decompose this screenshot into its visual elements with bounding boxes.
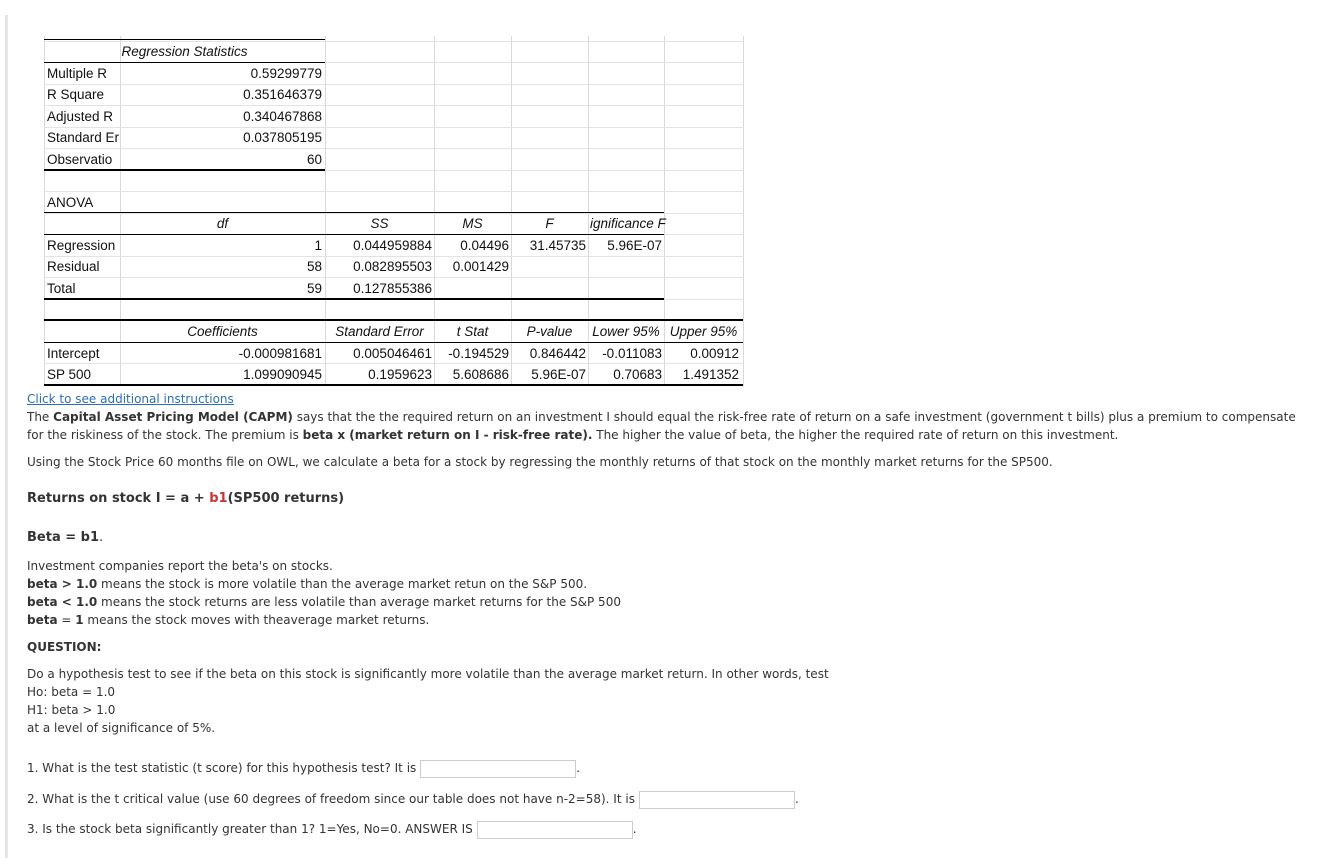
stat-label: Adjusted R: [47, 109, 114, 124]
question-2-text: 2. What is the t critical value (use 60 degrees of freedom since our table does not have n-2=58). It is: [27, 792, 635, 806]
beta-equation: Beta = b1: [27, 530, 100, 545]
stat-label: Multiple R: [47, 66, 108, 81]
question-1-text: 1. What is the test statistic (t score) for this hypothesis test? It is: [27, 761, 417, 775]
anova-f: 31.45735: [529, 238, 586, 253]
question-label: QUESTION:: [27, 640, 102, 654]
question-3-text: 3. Is the stock beta significantly greater than 1? 1=Yes, No=0. ANSWER IS: [27, 822, 473, 836]
coef-bottom-border: [44, 384, 743, 386]
anova-ms: 0.001429: [452, 259, 509, 274]
capm-text: for the riskiness of the stock. The premium is: [27, 428, 303, 442]
coef-p-value: 5.96E-07: [531, 367, 586, 382]
coef-value: -0.000981681: [238, 346, 322, 361]
anova-bottom-border: [44, 298, 664, 300]
grid-line: [743, 36, 744, 386]
anova-row-label: Residual: [47, 259, 100, 274]
beta-equal-one: 1: [75, 613, 84, 627]
left-border: [5, 15, 8, 858]
capm-text: says that the the required return on an investment I should equal the risk-free rate of return on a safe investment (government t bills) plus a premium to compensate: [292, 410, 1296, 424]
coef-top-border: [44, 319, 743, 321]
stat-value: 0.59299779: [250, 66, 322, 81]
instructions-link-line: [27, 390, 234, 408]
beta-less-bold: beta < 1.0: [27, 595, 98, 609]
beta-equal-text: means the stock moves with theaverage market returns.: [83, 613, 430, 627]
coef-header-upper95: Upper 95%: [669, 324, 738, 339]
anova-ms: 0.04496: [460, 238, 509, 253]
coef-value: 1.099090945: [243, 367, 322, 382]
coef-header-lower95: Lower 95%: [592, 324, 660, 339]
anova-title: ANOVA: [47, 195, 94, 210]
investment-line: Investment companies report the beta's on stocks.: [27, 559, 333, 573]
stat-label: Standard Er: [47, 130, 119, 145]
stat-value: 0.351646379: [243, 87, 322, 102]
coef-header-underline: [44, 342, 743, 343]
beta-greater-text: means the stock is more volatile than the average market retun on the S&P 500.: [97, 577, 588, 591]
question-1: [27, 757, 580, 779]
header-underline: [44, 62, 325, 63]
question-3-period: .: [632, 822, 637, 836]
anova-row-label: Total: [47, 281, 76, 296]
coef-t-stat: -0.194529: [448, 346, 509, 361]
capm-paragraph-line1: [27, 408, 1296, 426]
coef-lower95: 0.70683: [613, 367, 662, 382]
using-paragraph: Using the Stock Price 60 months file on OWL, we calculate a beta for a stock by regressing the monthly returns of that stock on the monthly market returns for the SP500.: [27, 455, 1053, 469]
anova-ss: 0.082895503: [353, 259, 432, 274]
beta-equal-sign: =: [57, 613, 76, 627]
coef-header-p-value: P-value: [526, 324, 573, 339]
coef-header-coefficients: Coefficients: [187, 324, 258, 339]
coef-row-label: Intercept: [47, 346, 100, 361]
anova-ss: 0.044959884: [353, 238, 432, 253]
beta-less-line: [27, 593, 621, 611]
anova-header-f: F: [545, 216, 554, 231]
t-score-input[interactable]: [420, 760, 576, 778]
beta-definition: [27, 529, 103, 547]
regression-equation: [27, 490, 344, 508]
question-2-period: .: [794, 792, 799, 806]
anova-significance: 5.96E-07: [607, 238, 662, 253]
beta-less-text: means the stock returns are less volatile than average market returns for the S&P 500: [97, 595, 621, 609]
question-2: [27, 788, 799, 810]
table-top-border: [44, 39, 325, 40]
grid-line: [44, 277, 744, 278]
stat-value: 60: [306, 152, 322, 167]
regression-statistics-header: Regression Statistics: [121, 44, 248, 59]
coef-upper95: 1.491352: [682, 367, 739, 382]
anova-header-df: df: [216, 216, 229, 231]
additional-instructions-link[interactable]: Click to see additional instructions: [27, 392, 234, 406]
beta-greater-bold: beta > 1.0: [27, 577, 98, 591]
coef-row-label: SP 500: [47, 367, 92, 382]
grid-line: [44, 148, 744, 149]
equation-text: Returns on stock I = a +: [27, 491, 210, 506]
equation-b1: b1: [209, 491, 228, 506]
question-3: [27, 818, 637, 840]
significance-level: at a level of significance of 5%.: [27, 721, 216, 735]
capm-bold: Capital Asset Pricing Model (CAPM): [53, 410, 293, 424]
premium-formula: beta x (market return on I - risk-free rate).: [302, 428, 593, 442]
significance-answer-input[interactable]: [477, 821, 633, 839]
anova-header-ss: SS: [370, 216, 389, 231]
equation-text: (SP500 returns): [227, 491, 345, 506]
regression-output-sheet: [44, 36, 744, 386]
question-1-period: .: [576, 761, 581, 775]
stat-value: 0.037805195: [243, 130, 322, 145]
coef-std-error: 0.005046461: [353, 346, 432, 361]
anova-row-label: Regression: [47, 238, 116, 253]
grid-line: [44, 36, 45, 386]
anova-ss: 0.127855386: [353, 281, 432, 296]
beta-equation-period: .: [99, 530, 104, 545]
alt-hypothesis: H1: beta > 1.0: [27, 703, 116, 717]
coef-t-stat: 5.608686: [452, 367, 509, 382]
anova-header-underline: [44, 234, 664, 235]
anova-df: 1: [314, 238, 322, 253]
grid-line: [44, 105, 744, 106]
anova-df: 59: [306, 281, 322, 296]
null-hypothesis: Ho: beta = 1.0: [27, 685, 116, 699]
grid-line: [44, 191, 744, 192]
beta-equal-bold: beta: [27, 613, 58, 627]
stat-label: R Square: [47, 87, 105, 102]
anova-header-ms: MS: [462, 216, 483, 231]
stat-value: 0.340467868: [243, 109, 322, 124]
coef-upper95: 0.00912: [690, 346, 739, 361]
beta-greater-line: [27, 575, 587, 593]
anova-header-significance: ignificance F: [590, 216, 666, 231]
stat-label: Observatio: [47, 152, 113, 167]
coef-lower95: -0.011083: [602, 346, 662, 361]
anova-df: 58: [306, 259, 322, 274]
coef-header-std-error: Standard Error: [335, 324, 424, 339]
capm-text: The higher the value of beta, the higher the required rate of return on this investment.: [592, 428, 1119, 442]
coef-p-value: 0.846442: [529, 346, 586, 361]
coef-header-t-stat: t Stat: [456, 324, 489, 339]
capm-paragraph-line2: [27, 426, 1118, 444]
t-critical-input[interactable]: [639, 791, 795, 809]
beta-equal-line: [27, 611, 429, 629]
anova-top-border: [44, 212, 664, 213]
question-intro: Do a hypothesis test to see if the beta on this stock is significantly more volatile than the average market return. In other words, test: [27, 667, 829, 681]
coef-std-error: 0.1959623: [368, 367, 432, 382]
table-bottom-border: [44, 169, 325, 171]
capm-text: The: [27, 410, 54, 424]
